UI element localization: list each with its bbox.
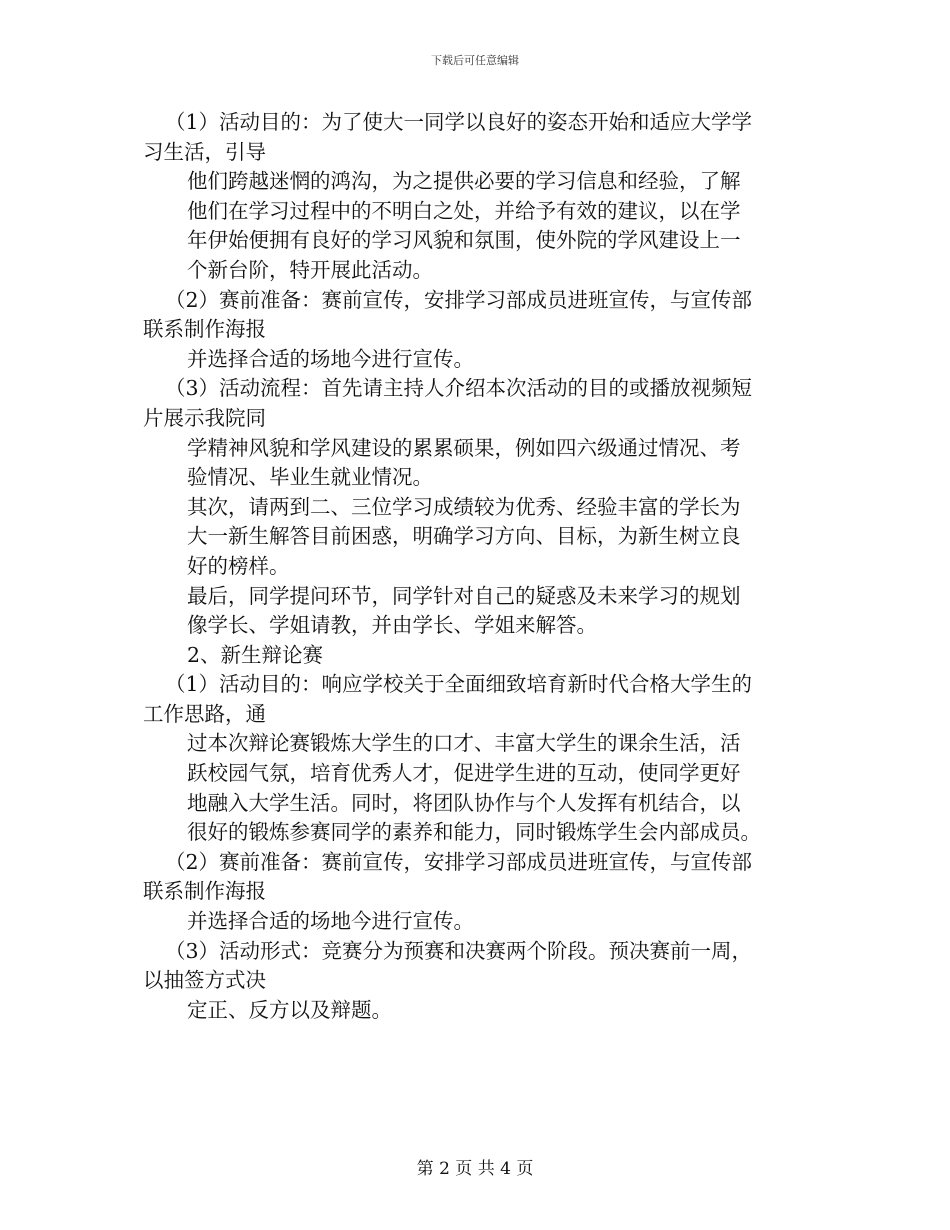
document-body bbox=[143, 108, 815, 1025]
page-footer: 第 2 页 共 4 页 bbox=[416, 1159, 534, 1179]
text-line: 学精神风貌和学风建设的累累硕果，例如四六级通过情况、考 bbox=[187, 435, 741, 460]
text-line: 定正、反方以及辩题。 bbox=[187, 997, 392, 1022]
text-line: 年伊始便拥有良好的学习风貌和氛围，使外院的学风建设上一 bbox=[187, 228, 741, 253]
text-line: 他们跨越迷惘的鸿沟，为之提供必要的学习信息和经验，了解 bbox=[187, 169, 741, 194]
text-line: 最后，同学提问环节，同学针对自己的疑惑及未来学习的规划 bbox=[187, 583, 741, 608]
text-line: （3）活动形式：竞赛分为预赛和决赛两个阶段。预决赛前一周， bbox=[165, 938, 753, 963]
text-line: 很好的锻炼参赛同学的素养和能力，同时锻炼学生会内部成员。 bbox=[187, 820, 761, 845]
text-line: 2、新生辩论赛 bbox=[187, 642, 324, 667]
text-line: （3）活动流程：首先请主持人介绍本次活动的目的或播放视频短 bbox=[165, 376, 753, 401]
text-line: 并选择合适的场地今进行宣传。 bbox=[187, 909, 474, 934]
text-line: （1）活动目的：为了使大一同学以良好的姿态开始和适应大学学 bbox=[165, 110, 753, 134]
text-line: 个新台阶，特开展此活动。 bbox=[187, 257, 433, 282]
text-line: 习生活，引导 bbox=[143, 139, 266, 164]
text-line: 好的榜样。 bbox=[187, 553, 290, 578]
text-line: 验情况、毕业生就业情况。 bbox=[187, 465, 433, 490]
text-line: （2）赛前准备：赛前宣传，安排学习部成员进班宣传，与宣传部 bbox=[165, 287, 753, 312]
text-line: 过本次辩论赛锻炼大学生的口才、丰富大学生的课余生活，活 bbox=[187, 731, 741, 756]
text-line: 联系制作海报 bbox=[143, 317, 266, 342]
text-line: 他们在学习过程中的不明白之处，并给予有效的建议，以在学 bbox=[187, 198, 741, 223]
text-line: （1）活动目的：响应学校关于全面细致培育新时代合格大学生的 bbox=[165, 672, 753, 697]
text-line: 联系制作海报 bbox=[143, 879, 266, 904]
text-line: 跃校园气氛，培育优秀人才，促进学生进的互动，使同学更好 bbox=[187, 761, 741, 786]
text-line: 其次，请两到二、三位学习成绩较为优秀、经验丰富的学长为 bbox=[187, 494, 741, 519]
text-line: 片展示我院同 bbox=[143, 405, 266, 430]
text-line: 并选择合适的场地今进行宣传。 bbox=[187, 346, 474, 371]
page-header: 下载后可任意编辑 bbox=[431, 54, 519, 67]
text-line: 地融入大学生活。同时，将团队协作与个人发挥有机结合，以 bbox=[187, 790, 741, 815]
text-line: 像学长、学姐请教，并由学长、学姐来解答。 bbox=[187, 613, 597, 638]
text-line: 以抽签方式决 bbox=[143, 968, 266, 993]
text-line: （2）赛前准备：赛前宣传，安排学习部成员进班宣传，与宣传部 bbox=[165, 849, 753, 874]
text-line: 工作思路，通 bbox=[143, 701, 266, 726]
text-line: 大一新生解答目前困惑，明确学习方向、目标，为新生树立良 bbox=[187, 524, 741, 549]
